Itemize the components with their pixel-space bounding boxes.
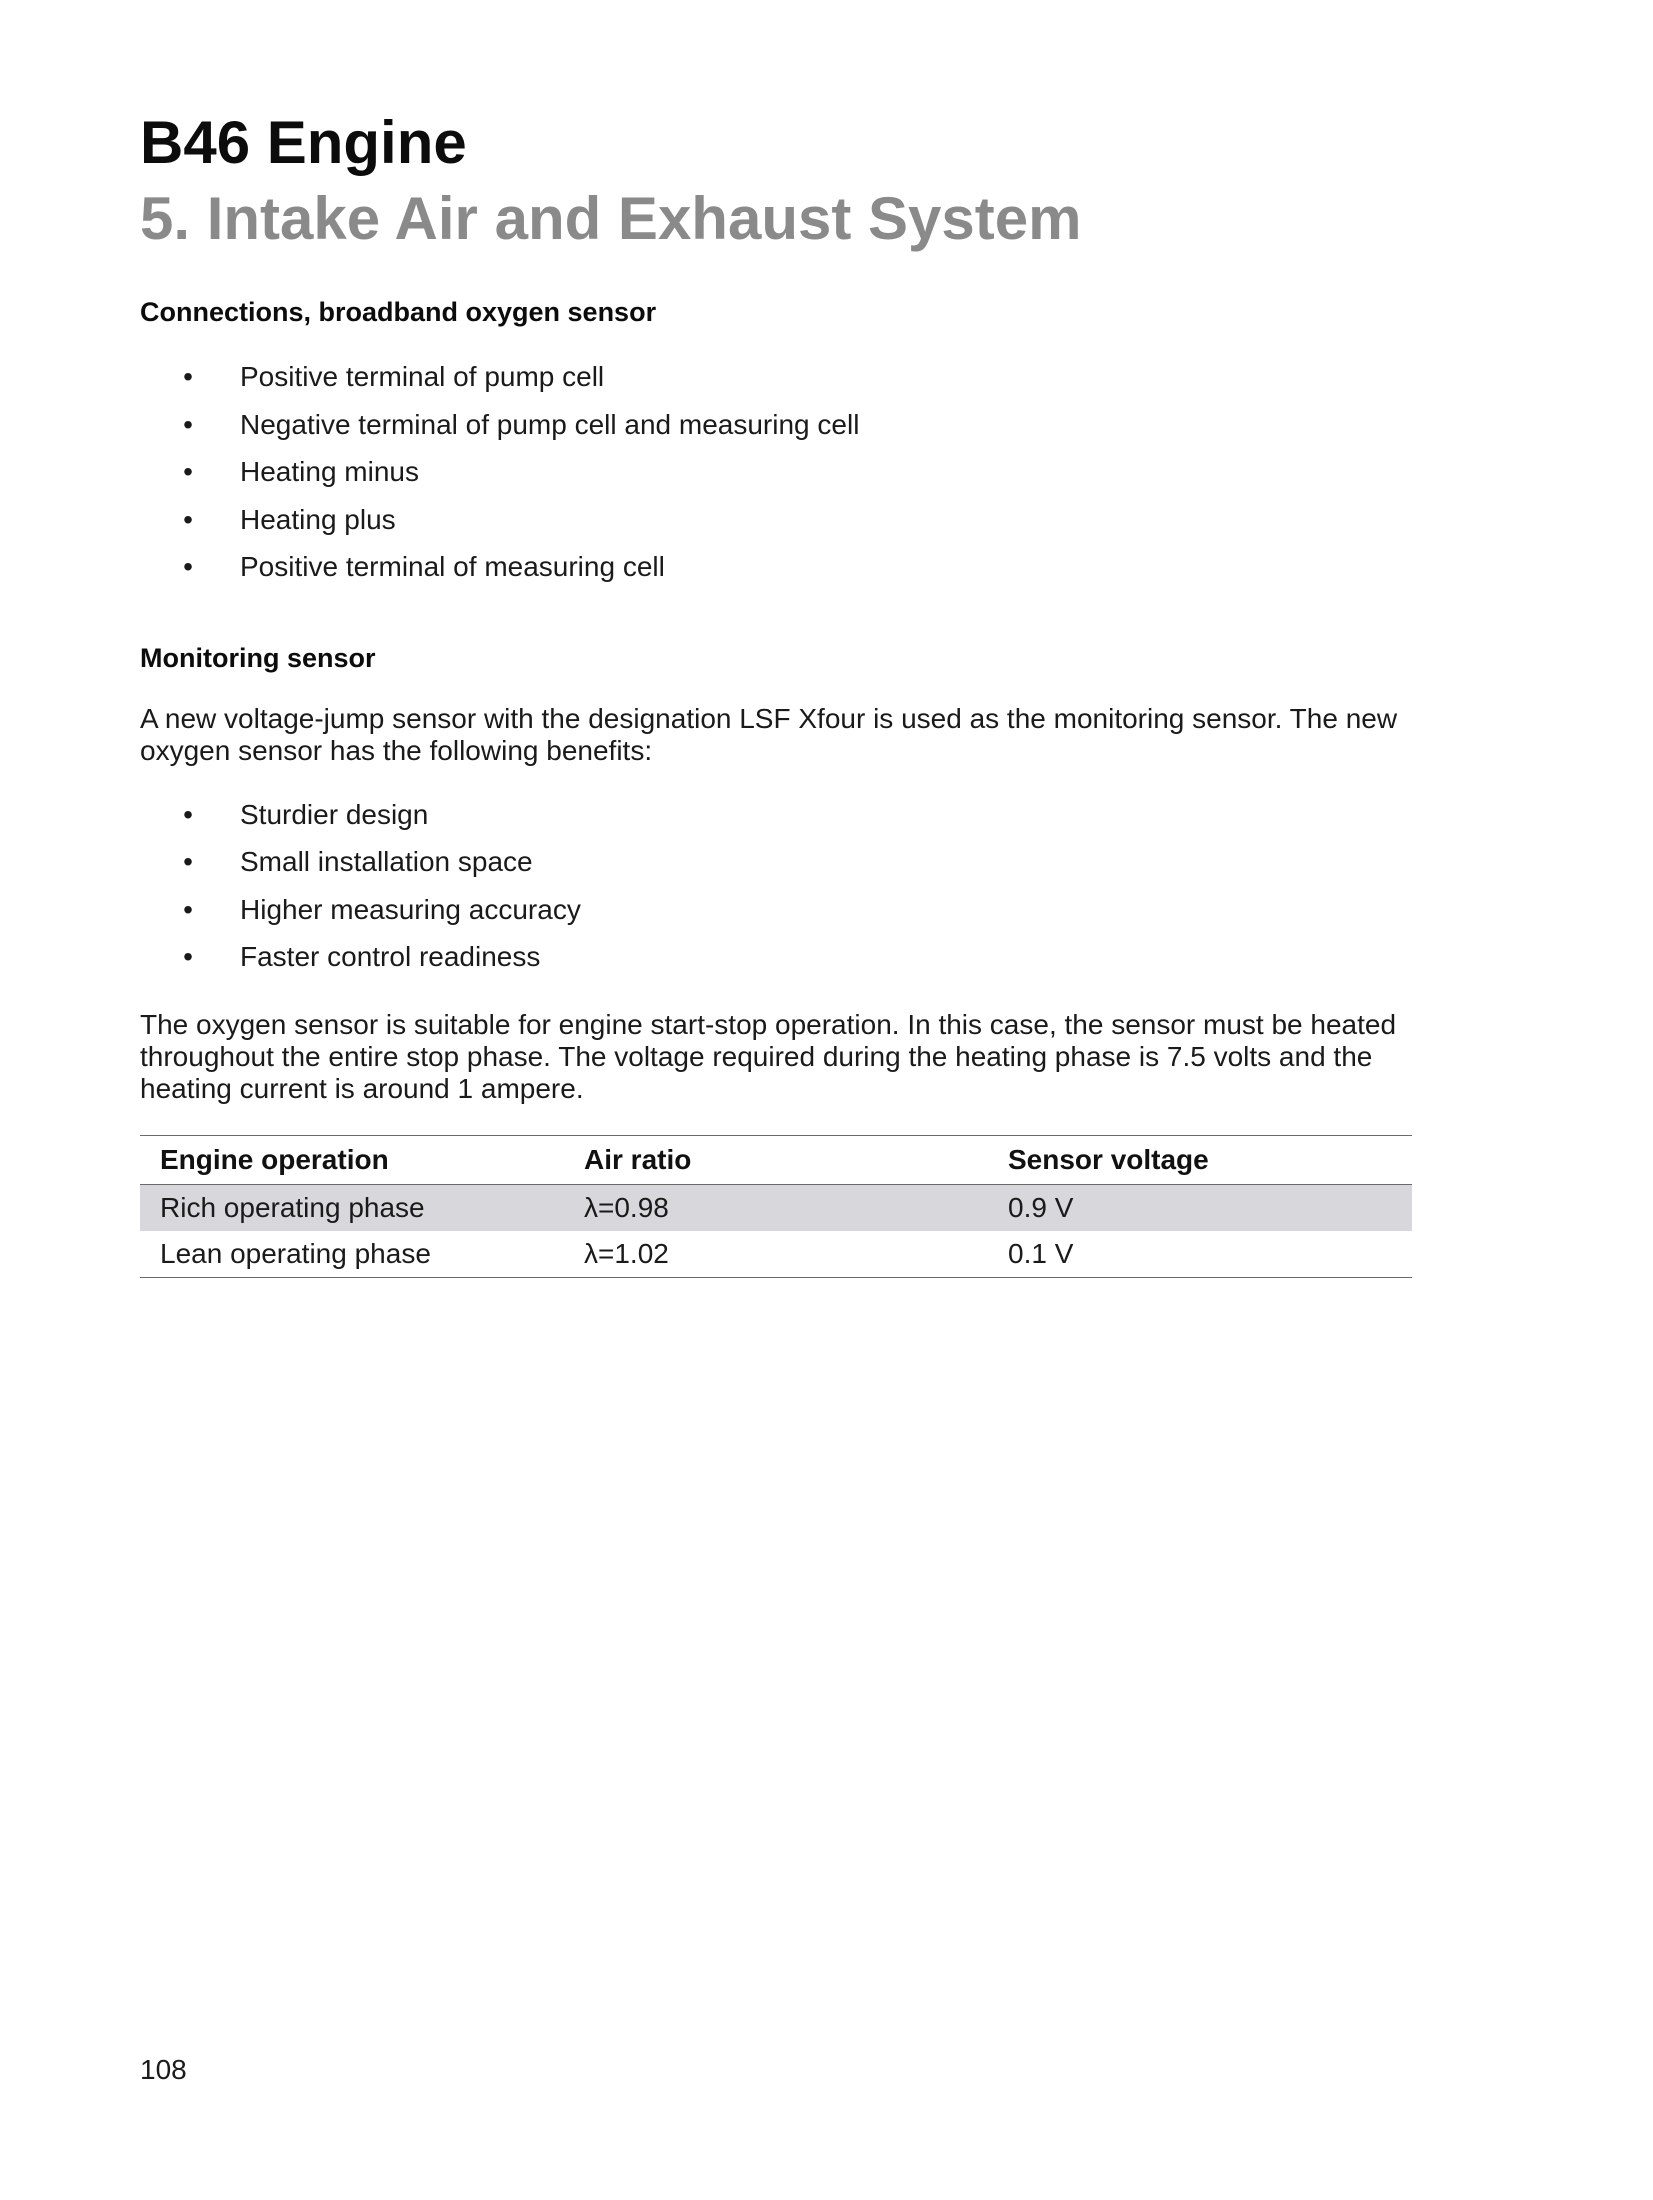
document-page [140, 105, 1410, 1278]
connections-list [140, 353, 1410, 591]
table-cell: 0.1 V [988, 1231, 1412, 1278]
section-heading-monitoring: Monitoring sensor [140, 642, 376, 673]
bullet-icon: • [183, 551, 193, 582]
table-cell: 0.9 V [988, 1184, 1412, 1231]
list-item-text: Higher measuring accuracy [240, 893, 581, 925]
document-title: B46 Engine [140, 109, 467, 176]
list-item [140, 543, 1410, 591]
chapter-title: 5. Intake Air and Exhaust System [140, 185, 1082, 252]
column-header-engine-operation: Engine operation [140, 1135, 564, 1184]
bullet-icon: • [183, 941, 193, 972]
benefits-list [140, 791, 1410, 981]
column-header-sensor-voltage: Sensor voltage [988, 1135, 1412, 1184]
list-item-text: Heating minus [240, 456, 419, 487]
table-cell: λ=1.02 [564, 1231, 988, 1278]
bullet-icon: • [183, 503, 193, 535]
list-item [140, 838, 1410, 886]
list-item-text: Negative terminal of pump cell and measuring cell [240, 408, 860, 440]
bullet-icon: • [183, 893, 193, 925]
section-heading-connections: Connections, broadband oxygen sensor [140, 297, 657, 327]
table-header-row [140, 1135, 1412, 1184]
bullet-icon: • [183, 846, 193, 877]
start-stop-paragraph: The oxygen sensor is suitable for engine start-stop operation. In this case, the sensor must be heated throughout the entire stop phase. The voltage required during the heating phase is 7.5 volts and the heating current is around 1 ampere. [140, 1008, 1397, 1104]
list-item-text: Heating plus [240, 503, 396, 535]
list-item [140, 496, 1410, 544]
column-header-air-ratio: Air ratio [564, 1135, 988, 1184]
list-item [140, 448, 1410, 496]
table-cell: λ=0.98 [564, 1184, 988, 1231]
list-item-text: Positive terminal of pump cell [240, 361, 605, 392]
list-item-text: Small installation space [240, 846, 533, 877]
list-item-text: Sturdier design [240, 798, 429, 830]
bullet-icon: • [183, 798, 193, 830]
list-item-text: Faster control readiness [240, 941, 541, 972]
list-item-text: Positive terminal of measuring cell [240, 551, 665, 582]
sensor-voltage-table [140, 1135, 1412, 1278]
bullet-icon: • [183, 361, 193, 392]
monitoring-intro-paragraph: A new voltage-jump sensor with the designation LSF Xfour is used as the monitoring sensor. The new oxygen sensor has the following benefits: [140, 702, 1398, 766]
table-row [140, 1231, 1412, 1278]
page-number: 108 [140, 2054, 187, 2085]
bullet-icon: • [183, 408, 193, 440]
table-row [140, 1184, 1412, 1231]
list-item [140, 933, 1410, 981]
list-item [140, 791, 1410, 839]
table-cell: Lean operating phase [140, 1231, 564, 1278]
bullet-icon: • [183, 456, 193, 487]
list-item [140, 401, 1410, 449]
list-item [140, 353, 1410, 401]
list-item [140, 886, 1410, 934]
table-cell: Rich operating phase [140, 1184, 564, 1231]
